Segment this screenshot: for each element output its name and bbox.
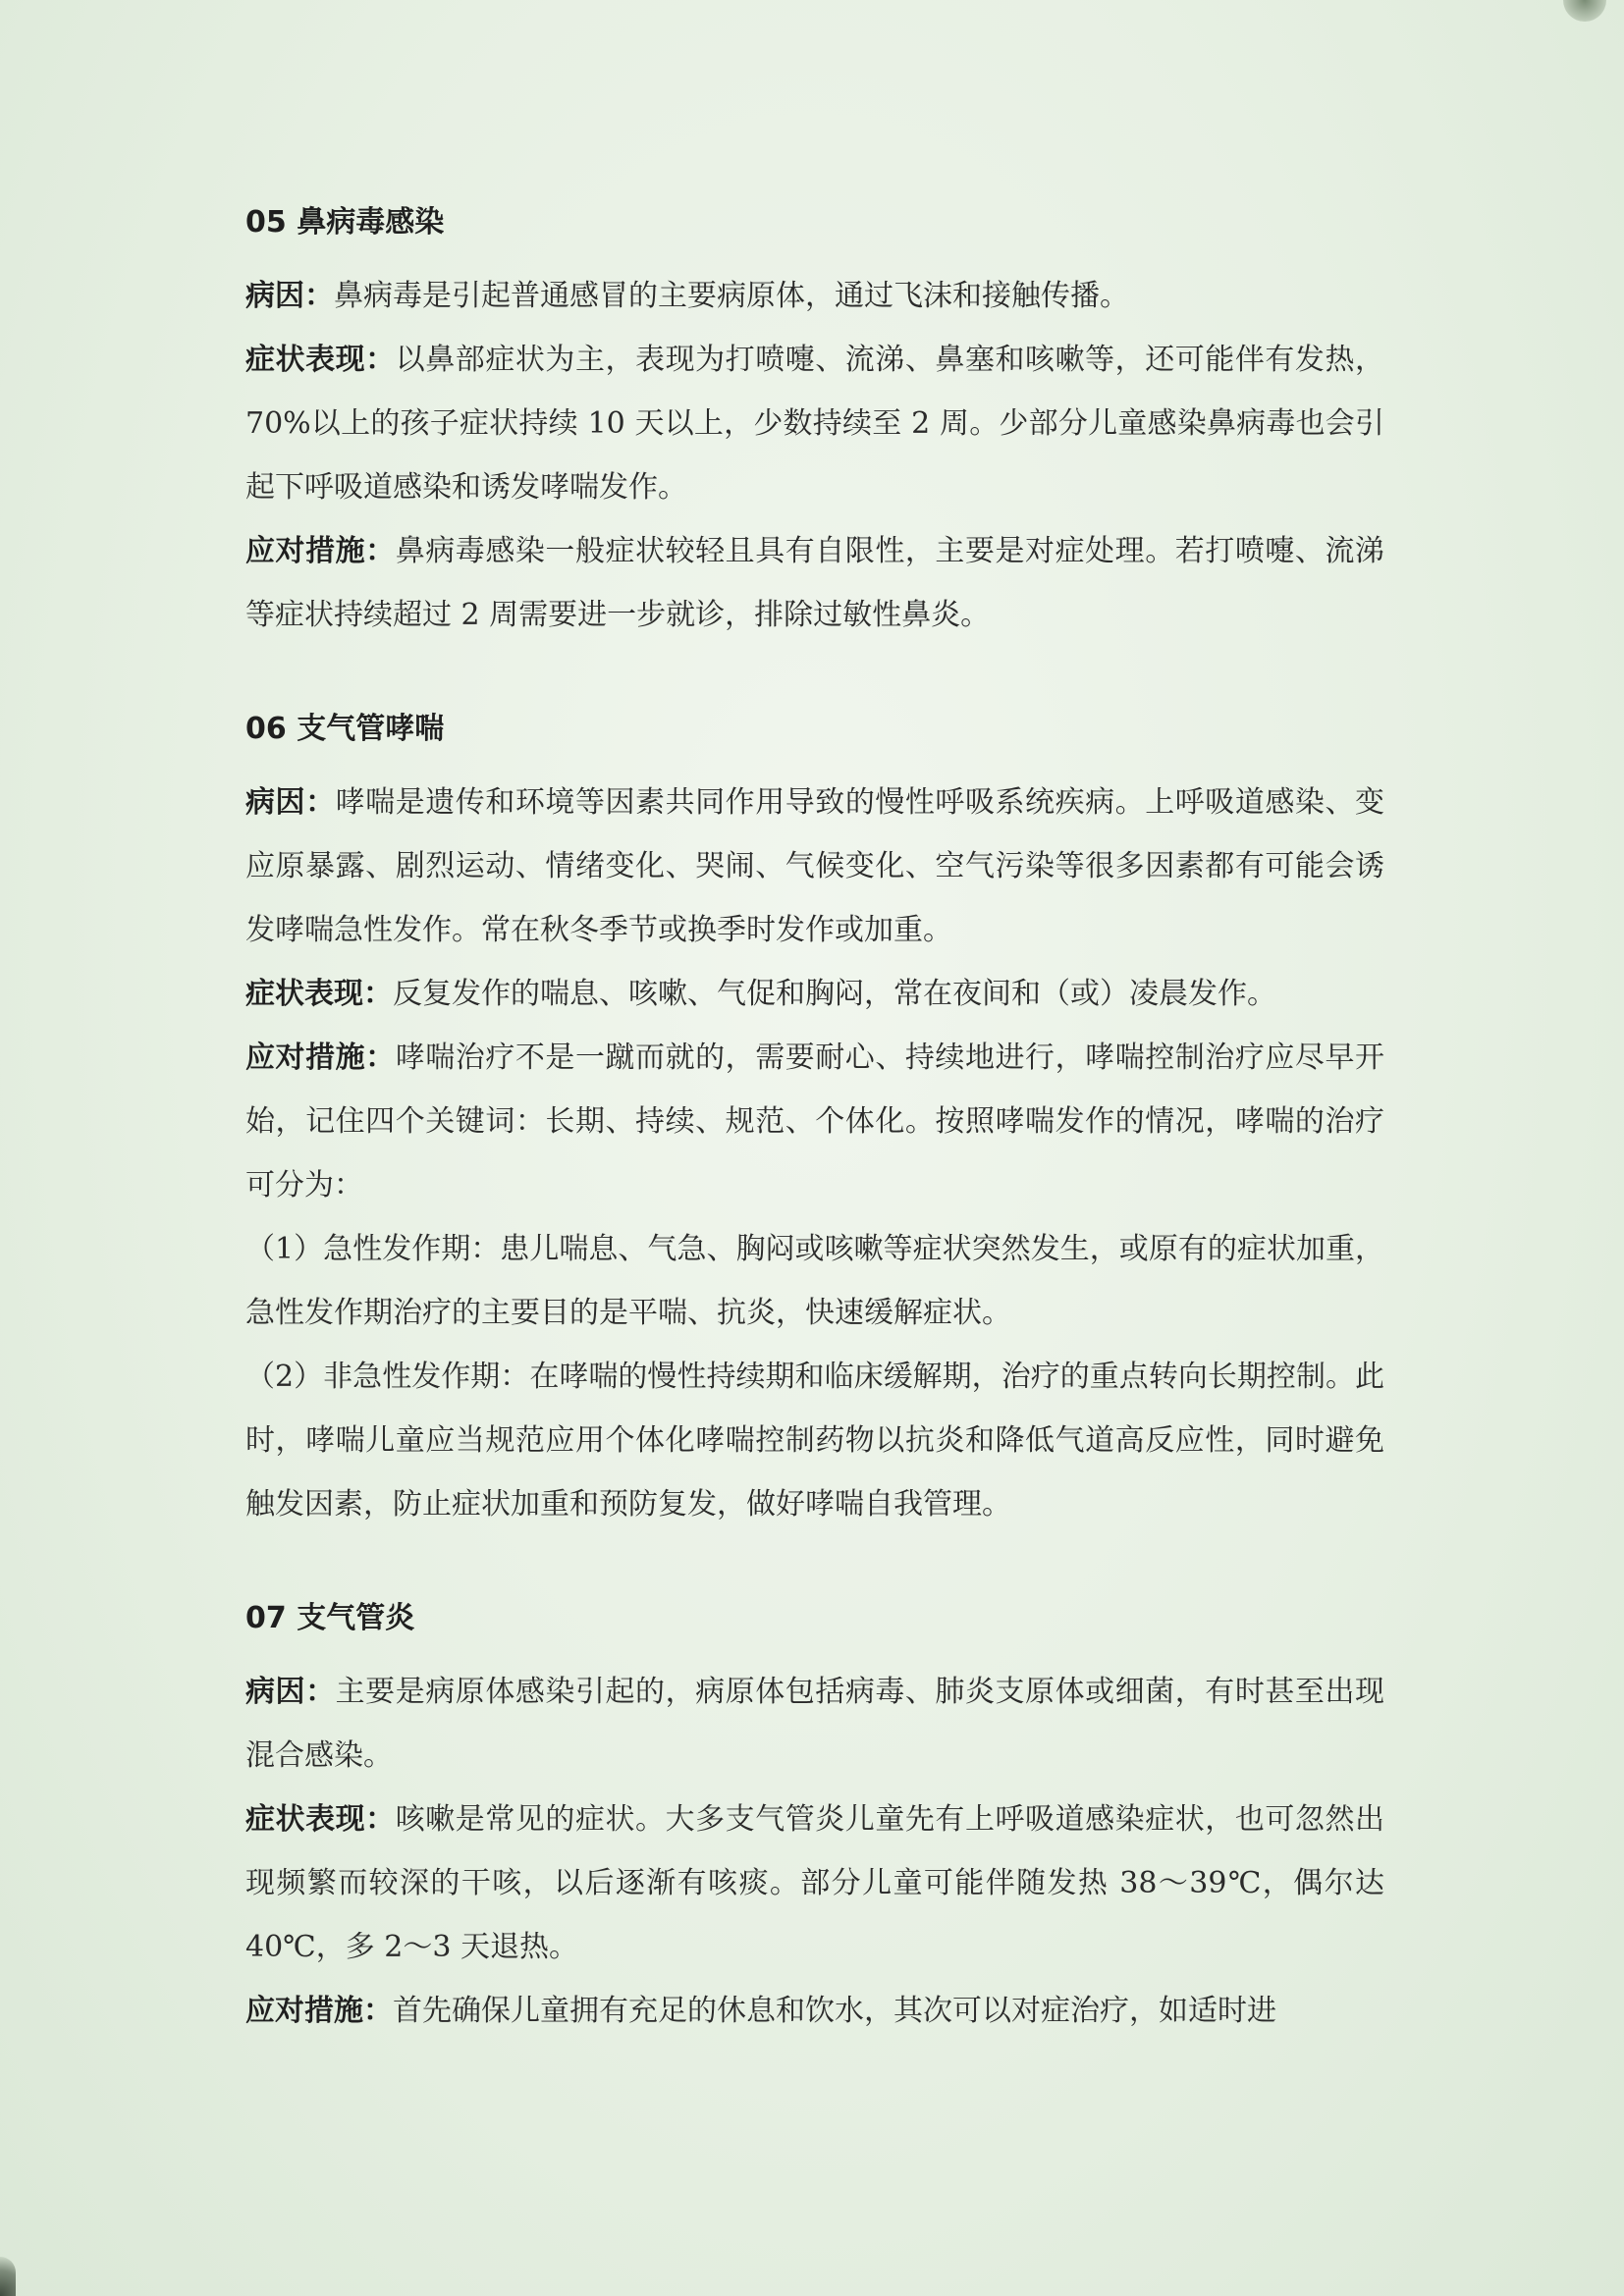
cause-text: 鼻病毒是引起普通感冒的主要病原体，通过飞沫和接触传播。 (334, 279, 1129, 313)
symptom-label: 症状表现： (245, 343, 396, 377)
measure-text: 哮喘治疗不是一蹴而就的，需要耐心、持续地进行，哮喘控制治疗应尽早开始，记住四个关键词：长期、持续、规范、个体化。按照哮喘发作的情况，哮喘的治疗可分为： (245, 1041, 1384, 1202)
cause-label: 病因： (245, 785, 336, 820)
section-asthma (245, 708, 1384, 1536)
section-title: 07 支气管炎 (245, 1601, 415, 1635)
corner-decoration-bottom (0, 2257, 16, 2296)
list-item-acute: （1）急性发作期：患儿喘息、气急、胸闷或咳嗽等症状突然发生，或原有的症状加重，急性发作期治疗的主要目的是平喘、抗炎，快速缓解症状。 (245, 1232, 1384, 1330)
section-rhinovirus (245, 201, 1384, 647)
measure-paragraph (245, 1979, 1384, 2043)
symptom-paragraph (245, 328, 1384, 519)
cause-label: 病因： (245, 1675, 336, 1709)
section-title: 06 支气管哮喘 (245, 712, 445, 746)
measure-label: 应对措施： (245, 534, 396, 568)
measure-label: 应对措施： (245, 1041, 396, 1075)
symptom-text: 咳嗽是常见的症状。大多支气管炎儿童先有上呼吸道感染症状，也可忽然出现频繁而较深的干咳，以后逐渐有咳痰。部分儿童可能伴随发热 38～39℃，偶尔达 40℃，多 2～3 天退热。 (245, 1802, 1384, 1964)
cause-text: 主要是病原体感染引起的，病原体包括病毒、肺炎支原体或细菌，有时甚至出现混合感染。 (245, 1675, 1385, 1773)
section-bronchitis (245, 1597, 1384, 2043)
symptom-text: 反复发作的喘息、咳嗽、气促和胸闷，常在夜间和（或）凌晨发作。 (393, 977, 1276, 1011)
symptom-paragraph (245, 962, 1384, 1026)
list-item-non-acute: （2）非急性发作期：在哮喘的慢性持续期和临床缓解期，治疗的重点转向长期控制。此时，哮喘儿童应当规范应用个体化哮喘控制药物以抗炎和降低气道高反应性，同时避免触发因素，防止症状加重和预防复发，做好哮喘自我管理。 (245, 1360, 1384, 1522)
symptom-label: 症状表现： (245, 1802, 396, 1837)
measure-text: 首先确保儿童拥有充足的休息和饮水，其次可以对症治疗，如适时进 (393, 1994, 1276, 2028)
document-page (245, 201, 1384, 2104)
corner-decoration (1563, 0, 1606, 22)
symptom-paragraph (245, 1788, 1384, 1979)
cause-label: 病因： (245, 279, 334, 313)
symptom-text: 以鼻部症状为主，表现为打喷嚏、流涕、鼻塞和咳嗽等，还可能伴有发热，70%以上的孩子症状持续 10 天以上，少数持续至 2 周。少部分儿童感染鼻病毒也会引起下呼吸道感染和诱发哮喘发作。 (245, 343, 1384, 505)
cause-text: 哮喘是遗传和环境等因素共同作用导致的慢性呼吸系统疾病。上呼吸道感染、变应原暴露、剧烈运动、情绪变化、哭闹、气候变化、空气污染等很多因素都有可能会诱发哮喘急性发作。常在秋冬季节或换季时发作或加重。 (245, 785, 1385, 947)
cause-paragraph (245, 1660, 1384, 1788)
measure-paragraph (245, 1026, 1384, 1217)
measure-text: 鼻病毒感染一般症状较轻且具有自限性，主要是对症处理。若打喷嚏、流涕等症状持续超过 2 周需要进一步就诊，排除过敏性鼻炎。 (245, 534, 1384, 632)
cause-paragraph (245, 771, 1384, 962)
measure-label: 应对措施： (245, 1994, 393, 2028)
measure-paragraph (245, 519, 1384, 647)
cause-paragraph (245, 264, 1384, 328)
symptom-label: 症状表现： (245, 977, 393, 1011)
section-title: 05 鼻病毒感染 (245, 205, 445, 240)
